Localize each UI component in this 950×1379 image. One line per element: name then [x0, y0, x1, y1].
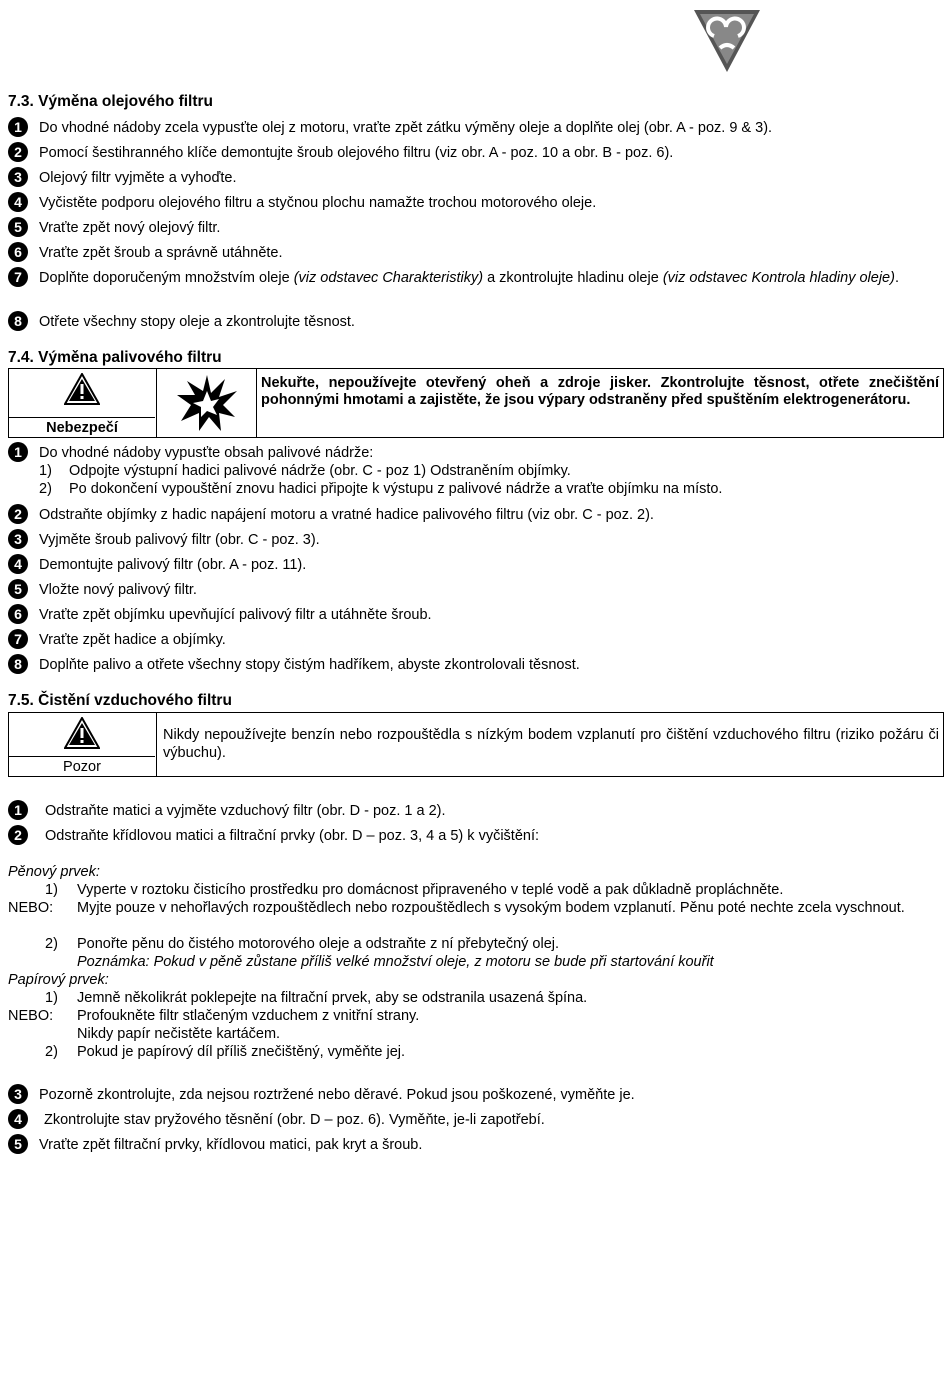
step-number: 8 [8, 654, 28, 674]
sub-item-text: Myjte pouze v nehořlavých rozpouštědlech nebo rozpouštědlech s vysokým bodem vzplanutí. Pěnu poté nechte zcela vyschnout. [77, 900, 905, 916]
step-number: 6 [8, 242, 28, 262]
sub-item-text: Po dokončení vypouštění znovu hadici připojte k výstupu z palivové nádrže a vraťte objímku na místo. [69, 481, 723, 497]
section-title-7-4: 7.4. Výměna palivového filtru [8, 349, 222, 366]
sub-item: 2) [45, 936, 58, 952]
step-number: 5 [8, 1134, 28, 1154]
section-title-7-3: 7.3. Výměna olejového filtru [8, 93, 214, 110]
foam-element-heading: Pěnový prvek: [8, 864, 100, 880]
sub-item-text: Odpojte výstupní hadici palivové nádrže (obr. C - poz 1) Odstraněním objímky. [69, 463, 571, 479]
step-number: 6 [8, 604, 28, 624]
or-label: NEBO: [8, 900, 54, 916]
or-label: NEBO: [8, 1008, 54, 1024]
explosion-icon [175, 373, 239, 433]
section-title-7-5: 7.5. Čistění vzduchového filtru [8, 692, 232, 709]
step-number: 1 [8, 442, 28, 462]
sub-item: 2) [39, 481, 52, 497]
sub-item: 2) [45, 1044, 58, 1060]
step-number: 4 [8, 1109, 28, 1129]
step-number: 1 [8, 800, 28, 820]
step-number: 1 [8, 117, 28, 137]
step-number: 5 [8, 579, 28, 599]
note-text: Poznámka: Pokud v pěně zůstane příliš velké množství oleje, z motoru se bude při startování kouřit [77, 954, 714, 970]
sub-item: 1) [45, 882, 58, 898]
sub-item-text: Profoukněte filtr stlačeným vzduchem z vnitřní strany. [77, 1008, 420, 1024]
sub-item-text: Jemně několikrát poklepejte na filtrační prvek, aby se odstranila usazená špína. [77, 990, 588, 1006]
step-number: 7 [8, 267, 28, 287]
step-number: 5 [8, 217, 28, 237]
warning-label: Nebezpečí [9, 417, 155, 438]
warning-triangle-icon [64, 373, 100, 405]
step-number: 3 [8, 529, 28, 549]
sub-item: 1) [39, 463, 52, 479]
step-number: 3 [8, 167, 28, 187]
step-number: 3 [8, 1084, 28, 1104]
sub-item-text: Vyperte v roztoku čisticího prostředku pro domácnost připraveného v teplé vodě a pak důkladně propláchněte. [77, 882, 784, 898]
danger-warning-box [8, 368, 944, 438]
step-number: 4 [8, 554, 28, 574]
paper-element-heading: Papírový prvek: [8, 972, 109, 988]
step-number: 2 [8, 504, 28, 524]
warning-triangle-icon [64, 717, 100, 749]
step-number: 8 [8, 311, 28, 331]
step-number: 4 [8, 192, 28, 212]
step-number: 2 [8, 825, 28, 845]
sub-item: 1) [45, 990, 58, 1006]
warning-text: Nekuřte, nepoužívejte otevřený oheň a zdroje jisker. Zkontrolujte těsnost, otřete znečištění pohonnými hmotami a zajistěte, že jsou výpary odstraněny před spuštěním elektrogenerátoru. [261, 375, 939, 408]
sub-item-text: Pokud je papírový díl příliš znečištěný, vyměňte jej. [77, 1044, 406, 1060]
sub-item-text: Nikdy papír nečistěte kartáčem. [77, 1026, 281, 1042]
step-number: 2 [8, 142, 28, 162]
sub-item-text: Ponořte pěnu do čistého motorového oleje a odstraňte z ní přebytečný olej. [77, 936, 560, 952]
step-number: 7 [8, 629, 28, 649]
warning-label: Pozor [9, 756, 155, 777]
caution-warning-box [8, 712, 944, 777]
warning-text: Nikdy nepoužívejte benzín nebo rozpouštědla s nízkým bodem vzplanutí pro čištění vzduchového filtru (riziko požáru či výbuchu). [163, 727, 939, 761]
brand-logo [692, 6, 762, 74]
